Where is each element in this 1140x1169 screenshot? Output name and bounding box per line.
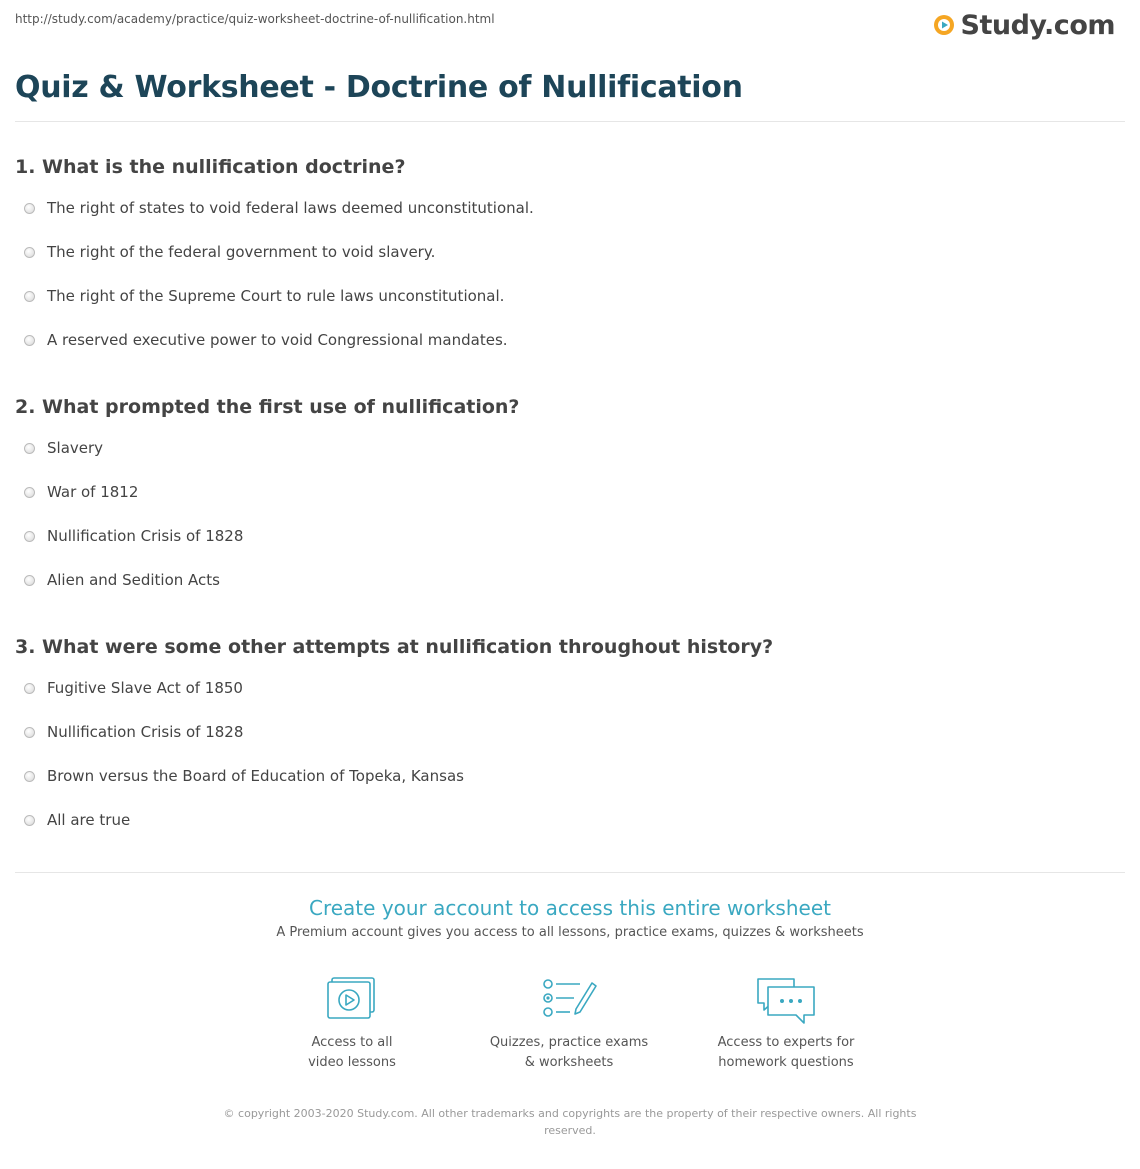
radio-button[interactable] (24, 247, 35, 258)
feature-line: & worksheets (524, 1055, 614, 1070)
copyright-footer (210, 1105, 930, 1139)
option[interactable] (15, 285, 1115, 307)
radio-button[interactable] (24, 727, 35, 738)
feature-line: Quizzes, practice exams (489, 1035, 649, 1050)
feature-quizzes (469, 975, 669, 1073)
feature-line: homework questions (718, 1055, 854, 1070)
question-3 (15, 634, 1115, 853)
cta-title-link[interactable]: Create your account to access this entire worksheet (309, 896, 831, 920)
option[interactable] (15, 481, 1115, 503)
radio-button[interactable] (24, 487, 35, 498)
option[interactable] (15, 569, 1115, 591)
option[interactable] (15, 197, 1115, 219)
option-label: Alien and Sedition Acts (47, 571, 220, 589)
option[interactable] (15, 721, 1115, 743)
option-label: Brown versus the Board of Education of Topeka, Kansas (47, 767, 464, 785)
footer-line: reserved. (544, 1124, 596, 1137)
option-label: War of 1812 (47, 483, 139, 501)
option-label: Fugitive Slave Act of 1850 (47, 679, 243, 697)
options-list (15, 197, 1115, 351)
account-cta (0, 893, 1140, 940)
page-title: Quiz & Worksheet - Doctrine of Nullification (15, 70, 743, 105)
option[interactable] (15, 329, 1115, 351)
option-label: Nullification Crisis of 1828 (47, 527, 244, 545)
option[interactable] (15, 677, 1115, 699)
feature-line: Access to all (311, 1035, 393, 1050)
question-2 (15, 394, 1115, 613)
feature-video-lessons (252, 975, 452, 1073)
option-label: A reserved executive power to void Congressional mandates. (47, 331, 508, 349)
radio-button[interactable] (24, 203, 35, 214)
feature-label (252, 1033, 452, 1073)
radio-button[interactable] (24, 771, 35, 782)
title-divider (15, 121, 1125, 122)
option-label: The right of the federal government to void slavery. (47, 243, 436, 261)
option[interactable] (15, 437, 1115, 459)
chat-bubbles-icon (754, 975, 818, 1027)
feature-experts (686, 975, 886, 1073)
video-lessons-icon (326, 975, 378, 1021)
page-url: http://study.com/academy/practice/quiz-worksheet-doctrine-of-nullification.html (15, 12, 495, 26)
logo-text: Study.com (960, 9, 1115, 41)
option-label: The right of the Supreme Court to rule laws unconstitutional. (47, 287, 505, 305)
options-list (15, 677, 1115, 831)
question-title: 3. What were some other attempts at nullification throughout history? (15, 636, 774, 658)
radio-button[interactable] (24, 531, 35, 542)
cta-divider (15, 872, 1125, 873)
radio-button[interactable] (24, 683, 35, 694)
play-logo-icon (933, 14, 955, 36)
option-label: Slavery (47, 439, 104, 457)
study-logo[interactable] (933, 8, 1115, 42)
cta-subtitle: A Premium account gives you access to all lessons, practice exams, quizzes & worksheets (276, 925, 864, 940)
option[interactable] (15, 525, 1115, 547)
question-1 (15, 154, 1115, 373)
question-title: 2. What prompted the first use of nullification? (15, 396, 520, 418)
quiz-checklist-icon (540, 975, 598, 1021)
option[interactable] (15, 809, 1115, 831)
top-bar (15, 0, 1125, 44)
options-list (15, 437, 1115, 591)
radio-button[interactable] (24, 815, 35, 826)
radio-button[interactable] (24, 575, 35, 586)
feature-line: Access to experts for (717, 1035, 855, 1050)
feature-label (469, 1033, 669, 1073)
option-label: Nullification Crisis of 1828 (47, 723, 244, 741)
option-label: The right of states to void federal laws deemed unconstitutional. (47, 199, 534, 217)
question-title: 1. What is the nullification doctrine? (15, 156, 406, 178)
radio-button[interactable] (24, 443, 35, 454)
option[interactable] (15, 765, 1115, 787)
feature-label (686, 1033, 886, 1073)
option-label: All are true (47, 811, 131, 829)
feature-line: video lessons (308, 1055, 396, 1070)
option[interactable] (15, 241, 1115, 263)
radio-button[interactable] (24, 291, 35, 302)
radio-button[interactable] (24, 335, 35, 346)
footer-line: © copyright 2003-2020 Study.com. All other trademarks and copyrights are the property of their respective owners. All rights (223, 1107, 917, 1120)
